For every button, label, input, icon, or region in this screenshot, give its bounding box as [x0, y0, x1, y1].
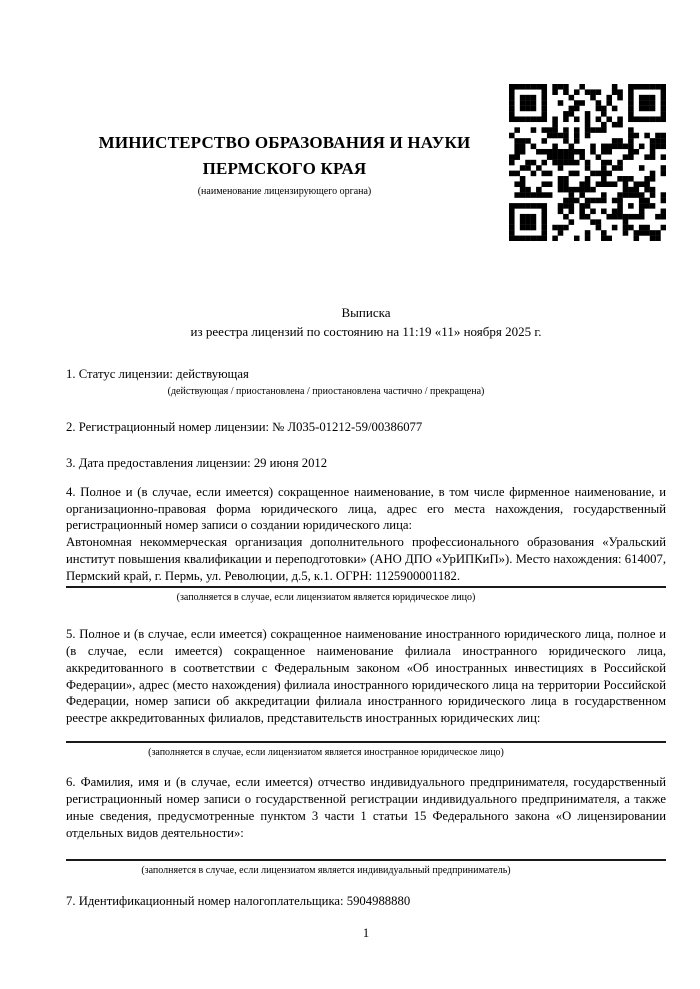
ministry-name: [66, 130, 503, 182]
clause-4-legal-entity: [66, 484, 666, 604]
clause-5-caption: (заполняется в случае, если лицензиатом является иностранное юридическое лицо): [148, 746, 504, 758]
ministry-caption: (наименование лицензирующего органа): [197, 186, 372, 197]
clause-5-text: 5. Полное и (в случае, если имеется) сокращенное наименование иностранного юридического лица, полное и (в случае, если имеется) сокращенное наименование филиала иностранного юридического лица, аккредитованного в соответствии с Федеральным законом «Об иностранных инвестициях в Российской Федерации», адрес (место нахождения) филиала иностранного юридического лица на территории Российской Федерации, номер записи об аккредитации филиала иностранного юридического лица в государственном реестре аккредитованных филиалов, представительств иностранных юридических лиц:: [66, 627, 666, 726]
clause-6-individual-entrepreneur: [66, 774, 666, 877]
document-title-line1: Выписка: [341, 305, 391, 320]
clause-6-underline: [66, 859, 666, 861]
clause-7-text: 7. Идентификационный номер налогоплательщика: 5904988880: [66, 894, 411, 909]
clause-1-text: 1. Статус лицензии: действующая: [66, 367, 249, 381]
page-number: 1: [362, 926, 370, 940]
qr-code-icon: [509, 84, 666, 241]
clause-1-caption: (действующая / приостановлена / приостановлена частично / прекращена): [167, 385, 485, 397]
clause-2-registration-number: [66, 419, 666, 436]
clause-3-grant-date: [66, 455, 666, 472]
clause-1-license-status: [66, 366, 666, 398]
licensing-authority-block: [66, 84, 503, 198]
document-header: [66, 84, 666, 241]
ministry-name-line1: МИНИСТЕРСТВО ОБРАЗОВАНИЯ И НАУКИ: [98, 133, 471, 152]
clause-5-foreign-entity: [66, 626, 666, 759]
document-title-line2: из реестра лицензий по состоянию на 11:19 «11» ноября 2025 г.: [190, 324, 542, 339]
document-title: [66, 303, 666, 341]
clause-4-caption: (заполняется в случае, если лицензиатом является юридическое лицо): [176, 591, 476, 603]
clause-2-text: 2. Регистрационный номер лицензии: № Л035-01212-59/00386077: [66, 420, 423, 435]
clause-3-text: 3. Дата предоставления лицензии: 29 июня 2012: [66, 456, 328, 471]
clause-6-text: 6. Фамилия, имя и (в случае, если имеется) отчество индивидуального предпринимателя, государственный регистрационный номер записи о государственной регистрации индивидуального предпринимателя, а также иные сведения, предусмотренные пунктом 3 части 1 статьи 15 Федерального закона «О лицензировании отдельных видов деятельности»:: [66, 775, 666, 840]
clause-4-value: Автономная некоммерческая организация дополнительного профессионального образования «Уральский институт повышения квалификации и переподготовки» (АНО ДПО «УрИПКиП»). Место нахождения: 614007, Пермский край, г. Пермь, ул. Революции, д.5, к.1. ОГРН: 1125900001182.: [66, 535, 666, 583]
clause-7-taxpayer-number: [66, 893, 666, 910]
ministry-name-line2: ПЕРМСКОГО КРАЯ: [202, 159, 367, 178]
clause-6-caption: (заполняется в случае, если лицензиатом является индивидуальный предприниматель): [141, 864, 511, 876]
clause-5-underline: [66, 741, 666, 743]
clause-4-underline: [66, 586, 666, 588]
clause-4-text: 4. Полное и (в случае, если имеется) сокращенное наименование, в том числе фирменное наименование, и организационно-правовая форма юридического лица, адрес его места нахождения, государственный регистрационный номер записи о создании юридического лица:: [66, 484, 666, 533]
document-body: [66, 366, 666, 910]
